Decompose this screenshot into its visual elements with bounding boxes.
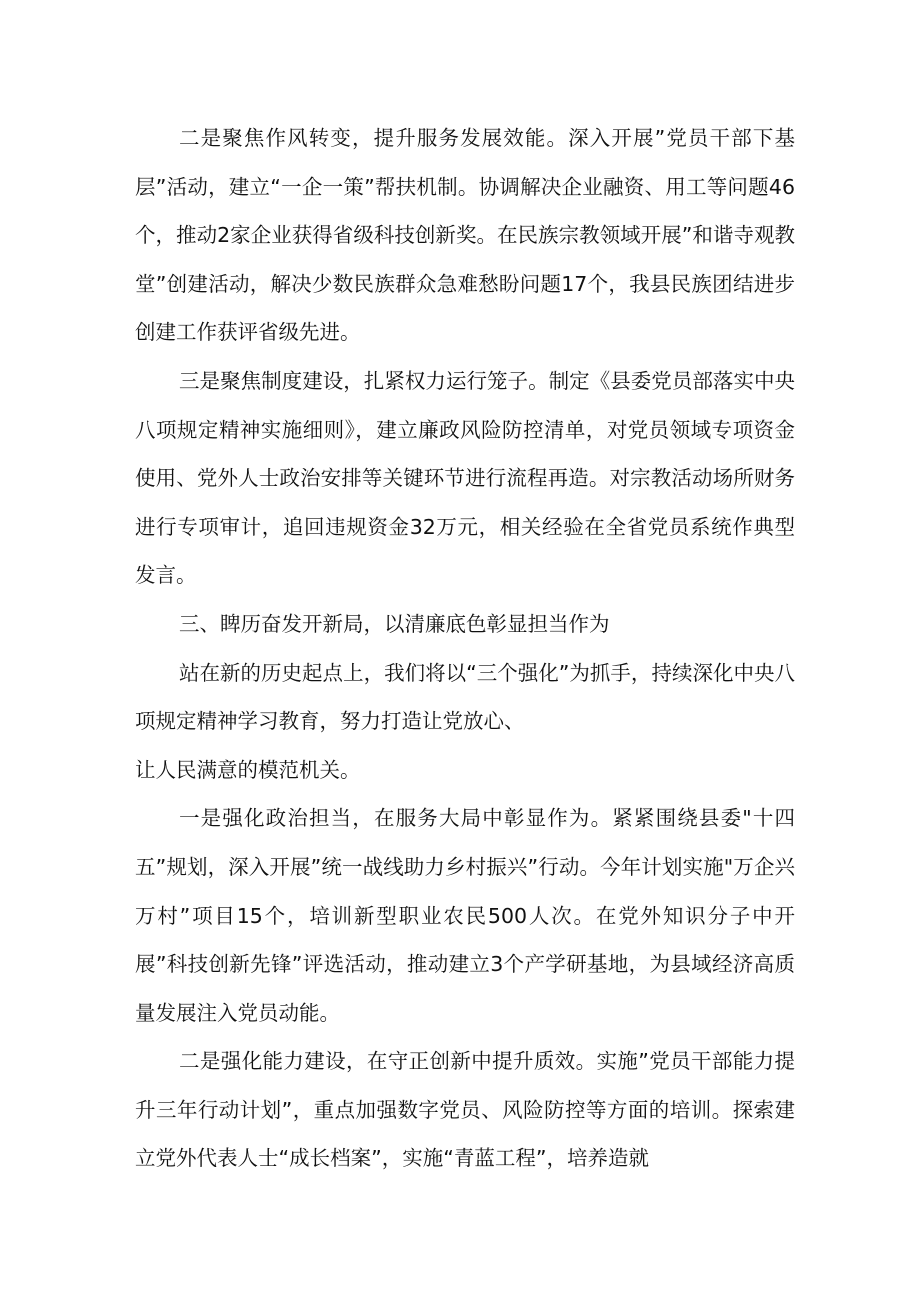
paragraph-model-agency: 让人民满意的模范机关。 bbox=[135, 757, 361, 782]
section-heading-three: 三、睥历奋发开新局，以清廉底色彰显担当作为 bbox=[179, 611, 610, 636]
paragraph-capacity-building: 二是强化能力建设，在守正创新中提升质效。实施”党员干部能力提升三年行动计划”，重点加强数字党员、风险防控等方面的培训。探索建立党外代表人士“成长档案”，实施“青蓝工程”，培养造就 bbox=[135, 1049, 795, 1171]
paragraph-institution-building: 三是聚焦制度建设，扎紧权力运行笼子。制定《县委党员部落实中央八项规定精神实施细则》，建立廉政风险防控清单，对党员领域专项资金使用、党外人士政治安排等关键环节进行流程再造。对宗教活动场所财务进行专项审计，追回违规资金32万元，相关经验在全省党员系统作典型发言。 bbox=[135, 368, 795, 588]
document-body bbox=[135, 114, 795, 1183]
paragraph-style-improvement: 二是聚焦作风转变，提升服务发展效能。深入开展”党员干部下基层”活动，建立“一企一策”帮扶机制。协调解决企业融资、用工等问题46个，推动2家企业获得省级科技创新奖。在民族宗教领域开展”和谐寺观教堂”创建活动，解决少数民族群众急难愁盼问题17个，我县民族团结进步创建工作获评省级先进。 bbox=[135, 126, 795, 345]
paragraph-new-starting-point: 站在新的历史起点上，我们将以“三个强化”为抓手，持续深化中央八项规定精神学习教育，努力打造让党放心、 bbox=[135, 660, 795, 734]
paragraph-political-responsibility: 一是强化政治担当，在服务大局中彰显作为。紧紧围绕县委"十四五”规划，深入开展”统一战线助力乡村振兴”行动。今年计划实施"万企兴万村”项目15个，培训新型职业农民500人次。在党外知识分子中开展”科技创新先锋”评选活动，推动建立3个产学研基地，为县域经济高质量发展注入党员动能。 bbox=[135, 806, 795, 1025]
